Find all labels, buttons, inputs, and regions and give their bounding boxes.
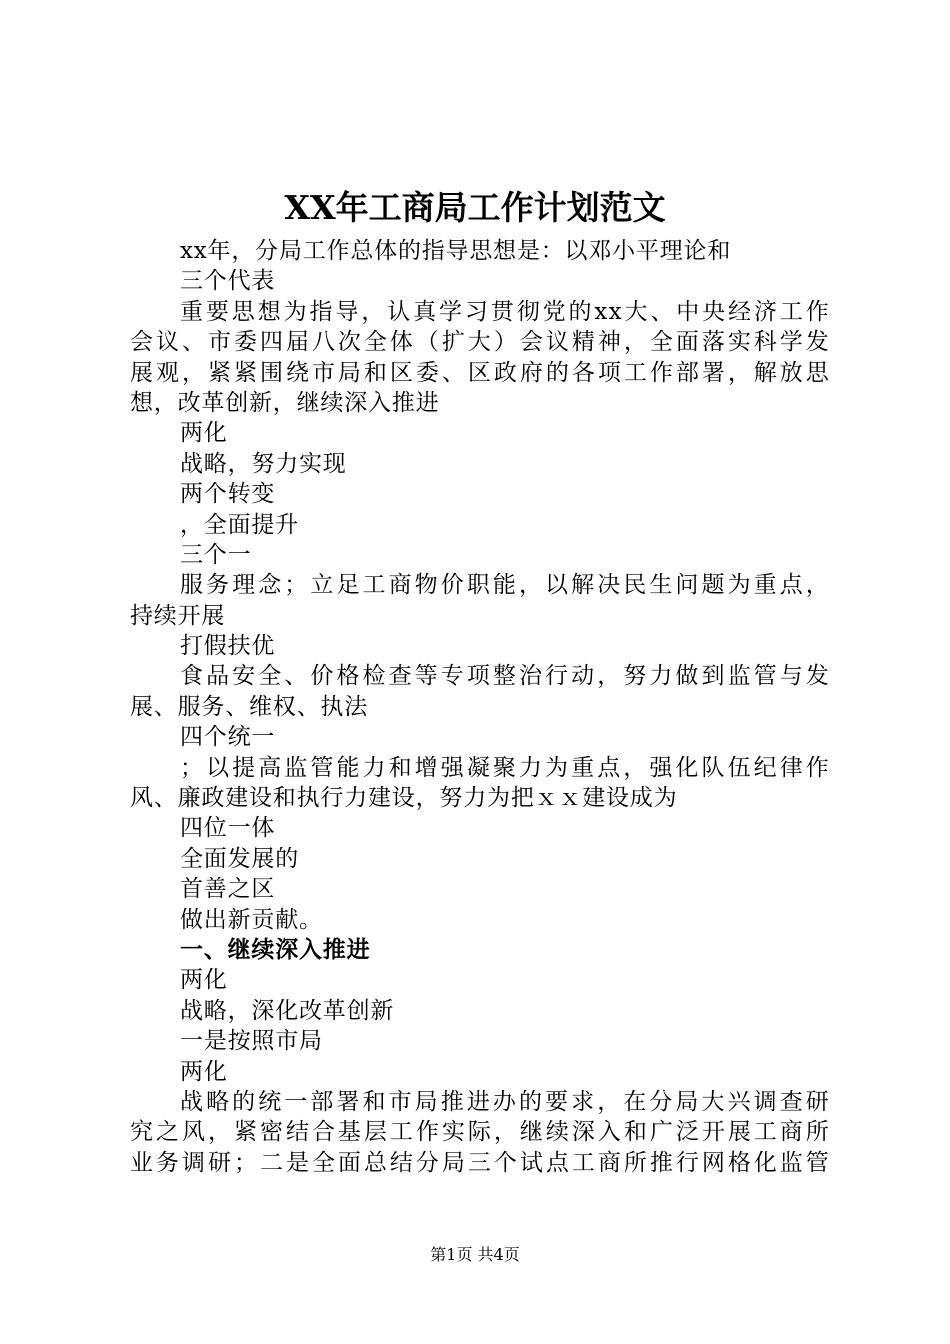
document-body [130,236,830,1178]
paragraph-line: 全面发展的 [180,845,299,872]
section-heading: 一、继续深入推进 [180,936,371,963]
paragraph-line: 战略，努力实现 [180,450,347,477]
paragraph-line: 做出新贡献。 [180,906,323,933]
paragraph-line: 两化 [180,967,228,994]
paragraph-line: 食品安全、价格检查等专项整治行动，努力做到监管与发 [180,663,830,690]
paragraph-line: xx年，分局工作总体的指导思想是：以邓小平理论和 [180,238,732,264]
paragraph-line: 风、廉政建设和执行力建设，努力为把ｘｘ建设成为 [130,785,678,812]
paragraph-line: 持续开展 [130,602,226,629]
paragraph-line: 究之风，紧密结合基层工作实际，继续深入和广泛开展工商所 [130,1119,830,1146]
paragraph-line: 三个一 [180,541,252,568]
paragraph-line: 战略，深化改革创新 [180,997,395,1024]
paragraph-line: 首善之区 [180,876,276,903]
paragraph-line: 打假扶优 [180,633,276,660]
paragraph-line: 四位一体 [180,815,276,842]
paragraph-line: 展观，紧紧围绕市局和区委、区政府的各项工作部署，解放思 [130,359,830,386]
paragraph-line: 想，改革创新，继续深入推进 [130,389,440,416]
paragraph-line: 两化 [180,420,228,447]
page-footer: 第1页 共4页 [430,1245,520,1264]
document-title: XX年工商局工作计划范文 [284,188,666,227]
paragraph-line: 两化 [180,1058,228,1085]
paragraph-line: 一是按照市局 [180,1028,323,1055]
paragraph-line: 会议、市委四届八次全体（扩大）会议精神，全面落实科学发 [130,329,830,356]
paragraph-line: 重要思想为指导，认真学习贯彻党的xx大、中央经济工作 [180,298,830,325]
paragraph-line: 业务调研；二是全面总结分局三个试点工商所推行网格化监管 [130,1149,830,1176]
paragraph-line: 服务理念；立足工商物价职能，以解决民生问题为重点， [180,572,830,599]
paragraph-line: 战略的统一部署和市局推进办的要求，在分局大兴调查研 [180,1088,830,1115]
paragraph-line: 展、服务、维权、执法 [130,693,368,720]
paragraph-line: ，全面提升 [180,511,299,538]
paragraph-line: 四个统一 [180,724,276,751]
paragraph-line: 三个代表 [180,268,276,295]
paragraph-line: ；以提高监管能力和增强凝聚力为重点，强化队伍纪律作 [180,754,830,781]
paragraph-line: 两个转变 [180,481,276,508]
